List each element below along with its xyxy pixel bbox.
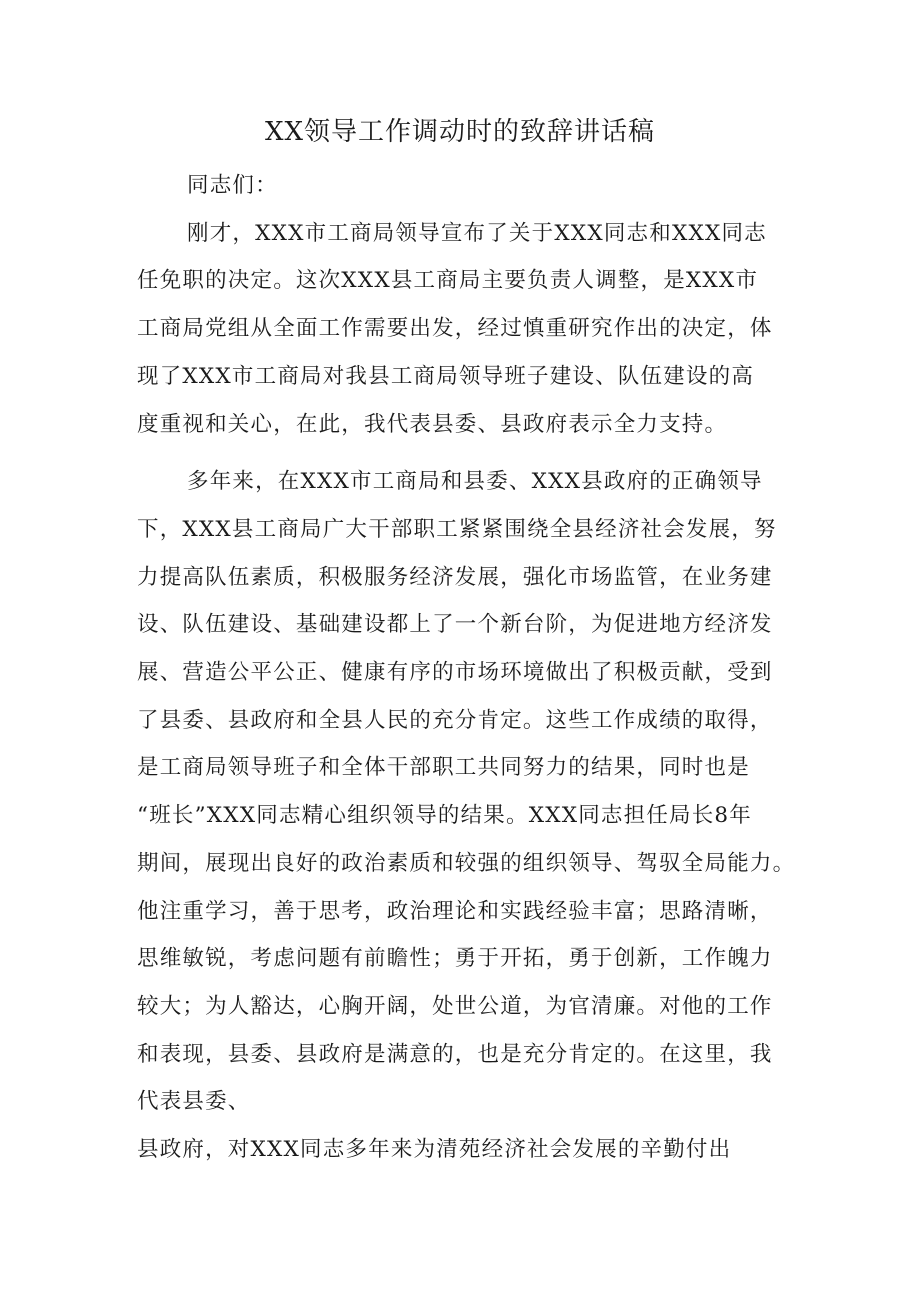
paragraph-line: 力提高队伍素质，积极服务经济发展，强化市场监管，在业务建 <box>137 564 773 590</box>
paragraph-line: 较大；为人豁达，心胸开阔，处世公道，为官清廉。对他的工作 <box>137 993 773 1019</box>
paragraph-line: 思维敏锐，考虑问题有前瞻性；勇于开拓，勇于创新，工作魄力 <box>137 946 773 972</box>
paragraph-line: “班长”XXX同志精心组织领导的结果。XXX同志担任局长8年 <box>137 803 753 829</box>
paragraph-line: 现了XXX市工商局对我县工商局领导班子建设、队伍建设的高 <box>137 363 755 389</box>
paragraph-line: 下，XXX县工商局广大干部职工紧紧围绕全县经济社会发展，努 <box>137 516 777 542</box>
paragraph-gap <box>137 448 787 458</box>
paragraph-line: 工商局党组从全面工作需要出发，经过慎重研究作出的决定，体 <box>137 316 773 342</box>
paragraph-line: 设、队伍建设、基础建设都上了一个新台阶，为促进地方经济发 <box>137 612 773 638</box>
paragraph-line: 任免职的决定。这次XXX县工商局主要负责人调整，是XXX市 <box>137 268 759 294</box>
salutation: 同志们： <box>187 173 278 198</box>
paragraph-line: 多年来，在XXX市工商局和县委、XXX县政府的正确领导 <box>187 469 763 495</box>
paragraph-line: 了县委、县政府和全县人民的充分肯定。这些工作成绩的取得， <box>137 707 773 733</box>
document-body <box>137 162 796 1174</box>
paragraph-line: 县政府，对XXX同志多年来为清苑经济社会发展的辛勤付出 <box>137 1137 732 1163</box>
paragraph-line: 是工商局领导班子和全体干部职工共同努力的结果，同时也是 <box>137 755 750 781</box>
paragraph-line: 度重视和关心，在此，我代表县委、县政府表示全力支持。 <box>137 411 728 437</box>
paragraph-line: 代表县委、 <box>137 1089 251 1115</box>
document-title: XX领导工作调动时的致辞讲话稿 <box>264 117 656 147</box>
paragraph-line: 展、营造公平公正、健康有序的市场环境做出了积极贡献，受到 <box>137 660 773 686</box>
paragraph-line: 他注重学习，善于思考，政治理论和实践经验丰富；思路清晰， <box>137 898 773 924</box>
paragraph-1 <box>137 210 787 449</box>
paragraph-line: 刚才，XXX市工商局领导宣布了关于XXX同志和XXX同志 <box>187 220 767 246</box>
paragraph-line: 和表现，县委、县政府是满意的，也是充分肯定的。在这里，我 <box>137 1041 773 1067</box>
paragraph-line: 期间，展现出良好的政治素质和较强的组织领导、驾驭全局能力。 <box>137 850 796 876</box>
paragraph-2 <box>137 458 796 1174</box>
